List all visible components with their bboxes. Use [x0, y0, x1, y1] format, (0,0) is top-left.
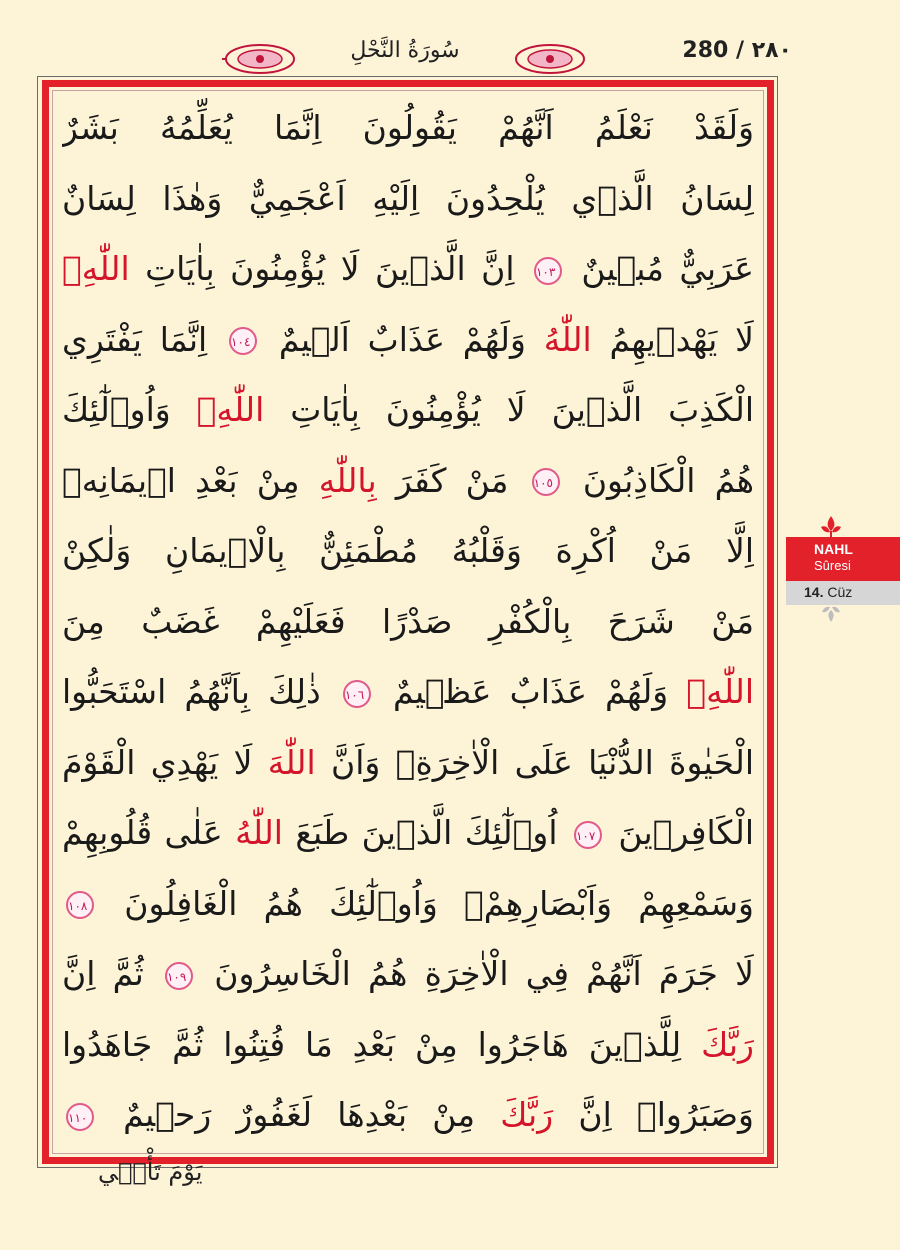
ayah-marker: ١٠٦: [343, 680, 371, 708]
verse-text: لَا جَرَمَ اَنَّهُمْ فِي الْاٰخِرَةِ هُمُ الْخَاسِرُونَ: [214, 954, 754, 993]
page-number: 280 / ٢٨٠: [682, 38, 792, 63]
divine-name: بِاللّٰهِ: [318, 460, 377, 500]
juz-label: [786, 581, 900, 605]
verse-text: لِلَّذ۪ينَ هَاجَرُوا مِنْ بَعْدِ مَا فُتِنُوا ثُمَّ جَاهَدُوا: [62, 1024, 682, 1064]
text-line-3: [62, 239, 754, 299]
divine-name: اللّٰهَ: [267, 742, 316, 782]
verse-text: الْكَافِر۪ينَ: [618, 813, 754, 852]
verse-text: لَا يَهْد۪يهِمُ: [609, 319, 754, 359]
text-line-5: [62, 380, 754, 440]
text-line-13: [62, 944, 754, 1004]
verse-text: لِسَانُ الَّذ۪ي يُلْحِدُونَ اِلَيْهِ اَعْجَمِيٌّ وَهٰذَا لِسَانٌ: [62, 178, 754, 218]
text-line-8: [62, 592, 754, 652]
catchword: يَوْمَ تَأْت۪ي: [98, 1158, 203, 1186]
divine-name: اللّٰهُ: [235, 813, 283, 852]
verse-text: مَنْ كَفَرَ: [395, 460, 509, 500]
verse-text: وَلَقَدْ نَعْلَمُ اَنَّهُمْ يَقُولُونَ اِنَّمَا يُعَلِّمُهُ بَشَرٌ: [62, 108, 754, 147]
text-line-4: [62, 310, 754, 370]
fleur-bottom-icon: [820, 605, 842, 623]
fleur-icon: [818, 515, 844, 539]
verse-text: اِنَّمَا يَفْتَرِي: [62, 319, 208, 359]
surah-name: NAHL: [814, 541, 853, 557]
verse-text: وَاُو۬لٰٓئِكَ: [62, 390, 171, 429]
surah-label: Sûresi: [814, 558, 851, 573]
verse-text: وَلَهُمْ عَذَابٌ اَل۪يمٌ: [278, 319, 526, 359]
divine-name: اللّٰهُ: [543, 319, 592, 359]
verse-text: ثُمَّ اِنَّ: [62, 954, 144, 993]
juz-number: 14.: [804, 584, 824, 600]
divine-name: اللّٰهِۚ: [196, 390, 265, 429]
ayah-marker: ١٠٧: [574, 821, 602, 849]
ayah-marker: ١٠٩: [165, 962, 193, 990]
text-line-10: [62, 733, 754, 793]
text-line-11: [62, 803, 754, 863]
ayah-marker: ١٠٤: [229, 327, 257, 355]
surah-name-label: [786, 537, 900, 581]
ayah-marker: ١٠٥: [532, 468, 560, 496]
verse-text: مِنْ بَعْدِ ا۪يمَانِه۪: [62, 460, 300, 500]
ayah-marker: ١٠٨: [66, 891, 94, 919]
text-line-7: [62, 521, 754, 581]
left-ornament-icon: [222, 40, 298, 78]
verse-text: عَلٰى قُلُوبِهِمْ: [62, 813, 223, 852]
divine-name: رَبَّكَ: [701, 1024, 754, 1064]
divine-name: اللّٰهِۙ: [62, 249, 130, 288]
verse-text: الْحَيٰوةَ الدُّنْيَا عَلَى الْاٰخِرَةِۙ وَاَنَّ: [330, 742, 754, 782]
verse-text: مِنْ بَعْدِهَا لَغَفُورٌ رَح۪يمٌ: [123, 1095, 476, 1134]
text-line-9: [62, 662, 754, 722]
verse-text: وَلَهُمْ عَذَابٌ عَظ۪يمٌ: [393, 672, 669, 711]
text-line-2: [62, 169, 754, 229]
text-line-1: [62, 98, 754, 158]
page-header: [0, 0, 900, 75]
verse-text: اِنَّ الَّذ۪ينَ لَا يُؤْمِنُونَ بِاٰيَاتِ: [145, 249, 515, 288]
juz-text: Cüz: [827, 584, 853, 600]
text-line-15: [62, 1085, 754, 1145]
divine-name: اللّٰهِۚ: [686, 672, 754, 711]
verse-text: الْكَذِبَ الَّذ۪ينَ لَا يُؤْمِنُونَ بِاٰيَاتِ: [290, 390, 754, 429]
text-line-6: [62, 451, 754, 511]
verse-text: هُمُ الْكَاذِبُونَ: [582, 460, 754, 500]
text-line-14: [62, 1015, 754, 1075]
verse-text: مَنْ شَرَحَ بِالْكُفْرِ صَدْرًا فَعَلَيْهِمْ غَضَبٌ مِنَ: [62, 601, 754, 641]
divine-name: رَبَّكَ: [500, 1095, 554, 1134]
verse-text: وَصَبَرُواۙ اِنَّ: [578, 1095, 754, 1134]
ayah-marker: ١١٠: [66, 1103, 94, 1131]
right-ornament-icon: [512, 40, 588, 78]
verse-text: لَا يَهْدِي الْقَوْمَ: [62, 742, 253, 782]
verse-text: اِلَّا مَنْ اُكْرِهَ وَقَلْبُهُ مُطْمَئِنٌّ بِالْا۪يمَانِ وَلٰكِنْ: [62, 531, 754, 570]
verse-text: وَسَمْعِهِمْ وَاَبْصَارِهِمْۚ وَاُو۬لٰٓئِكَ هُمُ الْغَافِلُونَ: [124, 883, 754, 923]
text-line-12: [62, 874, 754, 934]
surah-title: سُورَةُ النَّحْلِ: [350, 38, 460, 63]
verse-text: اُو۬لٰٓئِكَ الَّذ۪ينَ طَبَعَ: [295, 813, 558, 852]
quran-text-body: [62, 98, 754, 1158]
verse-text: عَرَبِيٌّ مُب۪ينٌ: [581, 249, 754, 288]
verse-text: ذٰلِكَ بِاَنَّهُمُ اسْتَحَبُّوا: [62, 672, 321, 711]
ayah-marker: ١٠٣: [534, 257, 562, 285]
